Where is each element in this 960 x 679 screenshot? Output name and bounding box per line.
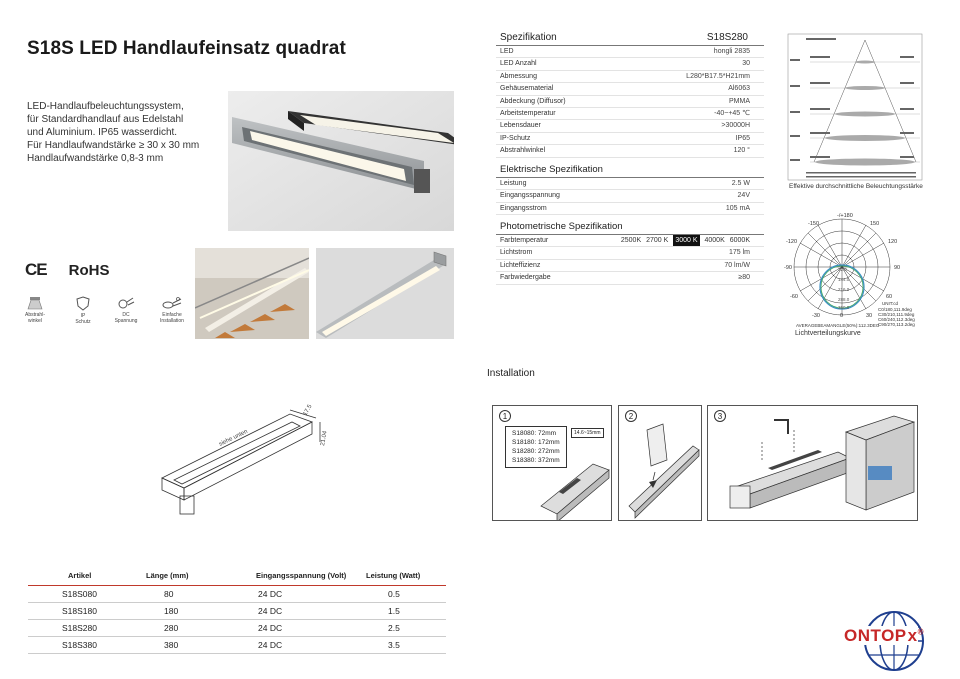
polar-angle-label: 150: [870, 221, 880, 227]
polar-angle-label: 0: [840, 313, 844, 319]
ip-shield-icon: [76, 296, 90, 311]
electrical-table: [496, 164, 764, 215]
description-line: für Standardhandlauf aus Edelstahl: [27, 114, 184, 125]
step-number: 3: [714, 410, 726, 422]
rail-photo: [316, 248, 454, 339]
dimension-drawing: [140, 400, 350, 530]
table-cell: 24 DC: [256, 585, 366, 602]
feature-label: Einfache Installation: [160, 312, 184, 324]
ce-mark: CE: [25, 260, 47, 279]
feature-label: DC Spannung: [114, 312, 138, 324]
table-row: [28, 636, 446, 653]
polar-angle-label: 90: [894, 265, 901, 271]
polar-ring-label: 144.0: [838, 277, 850, 282]
photometric-label: Lichtstrom: [500, 249, 533, 257]
length-item: S18080: 72mm: [512, 430, 557, 437]
spec-value: >30000H: [721, 122, 750, 130]
polar-angle-label: -90: [784, 265, 792, 271]
spec-label: Arbeitstemperatur: [500, 109, 556, 117]
description-line: LED-Handlaufbeleuchtungssystem,: [27, 101, 184, 112]
certifications: [25, 260, 109, 280]
spec-label: Abstrahlwinkel: [500, 147, 546, 155]
column-header: Länge (mm): [146, 567, 256, 585]
photometric-label: Lichteffizienz: [500, 261, 541, 269]
table-cell: S18S280: [28, 619, 146, 636]
spec-row: [496, 108, 764, 120]
polar-angle-label: 30: [866, 313, 873, 319]
electrical-row: [496, 178, 764, 190]
spec-row: [496, 145, 764, 157]
spec-label: LED: [500, 48, 514, 55]
polar-ring-label: 360.0: [838, 305, 850, 310]
cutout-label: 14.6~15mm: [571, 428, 604, 438]
spec-label: LED Anzahl: [500, 60, 537, 68]
step-number: 1: [499, 410, 511, 422]
spec-row: [496, 83, 764, 95]
cct-option: 6000K: [729, 237, 750, 244]
photometric-value: ≥80: [738, 274, 750, 282]
polar-legend-title: UNIT:cd: [882, 301, 899, 306]
page-title: S18S LED Handlaufeinsatz quadrat: [27, 38, 346, 59]
table-cell: 24 DC: [256, 636, 366, 653]
spec-model: S18S280: [706, 32, 748, 43]
rohs-mark: RoHS: [68, 261, 110, 279]
description-line: und Aluminium. IP65 wasserdicht.: [27, 127, 178, 138]
spec-row: [496, 133, 764, 145]
article-table: [28, 567, 446, 654]
easy-install-icon: [161, 296, 183, 310]
polar-angle-label: -150: [808, 221, 820, 227]
spec-value: 120 °: [733, 147, 750, 155]
table-header-row: [28, 567, 446, 585]
stair-photo: [195, 248, 309, 339]
cct-option: 2500K: [620, 237, 642, 244]
cct-option: 2700 K: [646, 237, 669, 244]
polar-chart: [782, 205, 928, 335]
table-row: [28, 602, 446, 619]
polar-ring-label: 288.0: [838, 297, 850, 302]
dim-width: 17.5: [302, 403, 314, 417]
electrical-label: Leistung: [500, 180, 527, 187]
electrical-value: 24V: [737, 192, 750, 200]
length-item: S18280: 272mm: [512, 448, 560, 455]
spec-header: [496, 32, 764, 46]
polar-angle-label: -60: [790, 294, 798, 300]
table-cell: 3.5: [366, 636, 446, 653]
description-line: Für Handlaufwandstärke ≥ 30 x 30 mm: [27, 140, 200, 151]
table-cell: 80: [146, 585, 256, 602]
cct-option: 4000K: [704, 237, 725, 244]
illuminance-caption: Effektive durchschnittliche Beleuchtungsstärke: [789, 183, 923, 190]
table-cell: 1.5: [366, 602, 446, 619]
electrical-row: [496, 203, 764, 215]
photometric-table: [496, 221, 764, 285]
table-cell: 0.5: [366, 585, 446, 602]
spec-value: PMMA: [729, 97, 750, 105]
spec-label: Lebensdauer: [500, 122, 541, 130]
photometric-value: 175 lm: [728, 249, 750, 257]
product-image: [228, 91, 454, 231]
staircase-image: [195, 248, 309, 339]
cct-label: Farbtemperatur: [500, 237, 549, 244]
spec-label: IP-Schutz: [500, 134, 531, 142]
electrical-heading: Elektrische Spezifikation: [496, 164, 764, 178]
polar-angle-label: 120: [888, 239, 898, 245]
beam-angle-icon: [27, 296, 43, 310]
spec-value: -40~+45 ℃: [714, 109, 750, 117]
spec-label: Abdeckung (Diffusor): [500, 97, 566, 105]
polar-legend-item: C30/210,111.9deg: [878, 312, 915, 317]
electrical-row: [496, 190, 764, 202]
spec-row: [496, 71, 764, 83]
polar-legend-item: C90/270,113.2deg: [878, 322, 915, 327]
spec-row: [496, 58, 764, 70]
table-cell: 380: [146, 636, 256, 653]
brand-logo: [843, 626, 924, 646]
table-row: [28, 585, 446, 602]
rail-image: [316, 248, 454, 339]
feature-dc: [101, 296, 151, 324]
cct-option-selected: 3000 K: [673, 235, 699, 246]
column-header: Eingangsspannung (Volt): [256, 567, 366, 585]
spec-label: Gehäusematerial: [500, 85, 554, 93]
illuminance-chart: [786, 32, 924, 192]
polar-caption: Lichtverteilungskurve: [795, 330, 861, 337]
spec-value: 30: [742, 60, 750, 68]
table-cell: 24 DC: [256, 619, 366, 636]
installation-title: Installation: [487, 368, 535, 379]
step-2-drawing: [623, 420, 701, 520]
dc-power-icon: [117, 296, 135, 310]
photometric-label: Farbwiedergabe: [500, 274, 551, 282]
step-number: 2: [625, 410, 637, 422]
polar-ring-label: 72.0: [838, 267, 847, 272]
table-cell: 2.5: [366, 619, 446, 636]
spec-value: Al6063: [728, 85, 750, 93]
table-cell: 180: [146, 602, 256, 619]
spec-row: [496, 120, 764, 132]
spec-row: [496, 46, 764, 58]
brand-name: ONTOP: [844, 626, 907, 645]
column-header: Artikel: [28, 567, 146, 585]
photometric-row: [496, 260, 764, 272]
photometric-row: [496, 272, 764, 284]
polar-ring-label: 216.0: [838, 287, 850, 292]
table-cell: 280: [146, 619, 256, 636]
table-cell: S18S080: [28, 585, 146, 602]
polar-legend-item: C60/240,112.3deg: [878, 317, 915, 322]
spec-table: [496, 32, 764, 158]
spec-label: Abmessung: [500, 72, 537, 80]
feature-label: Abstrahl- winkel: [24, 312, 45, 324]
length-item: S18380: 372mm: [512, 457, 560, 464]
install-step-2: [618, 405, 702, 521]
polar-angle-label: -120: [786, 239, 798, 245]
length-item: S18180: 172mm: [512, 439, 560, 446]
electrical-label: Eingangsspannung: [500, 192, 560, 200]
photometric-value: 70 lm/W: [724, 261, 750, 269]
step-3-drawing: [718, 412, 918, 520]
feature-install: [147, 296, 197, 324]
photometric-heading: Photometrische Spezifikation: [496, 221, 764, 235]
spec-value: IP65: [735, 134, 750, 142]
table-cell: S18S380: [28, 636, 146, 653]
cct-options: [621, 235, 750, 246]
view-label: siehe unten: [218, 428, 249, 448]
step-1-drawing: [533, 446, 611, 520]
polar-angle-label: -/+180: [837, 213, 853, 219]
electrical-label: Eingangsstrom: [500, 204, 547, 212]
cct-row: [496, 235, 764, 247]
electrical-value: 2.5 W: [731, 180, 750, 187]
electrical-value: 105 mA: [725, 204, 750, 212]
feature-label: IP Schutz: [75, 313, 91, 325]
install-step-1: [492, 405, 612, 521]
table-cell: S18S180: [28, 602, 146, 619]
description-line: Handlaufwandstärke 0,8-3 mm: [27, 153, 164, 164]
polar-legend-item: C0/180,111.9deg: [878, 307, 912, 312]
polar-average: AVERAGEBEAMANGLE(50%):112.3DEG: [796, 323, 880, 328]
polar-angle-label: 60: [886, 294, 893, 300]
polar-angle-label: -30: [812, 313, 820, 319]
product-description: [27, 100, 227, 165]
brand-registered-mark: ®: [917, 627, 925, 637]
dim-height: 21.04: [320, 430, 329, 447]
spec-value: hongli 2835: [713, 48, 750, 55]
photometric-row: [496, 247, 764, 259]
column-header: Leistung (Watt): [366, 567, 446, 585]
table-row: [28, 619, 446, 636]
product-photo: [228, 91, 454, 231]
spec-row: [496, 96, 764, 108]
spec-heading: Spezifikation: [500, 32, 557, 43]
feature-beam-angle: [10, 296, 60, 324]
table-cell: 24 DC: [256, 602, 366, 619]
install-step-3: [707, 405, 918, 521]
spec-value: L280*B17.5*H21mm: [686, 72, 750, 80]
brand-suffix: x: [907, 626, 918, 645]
